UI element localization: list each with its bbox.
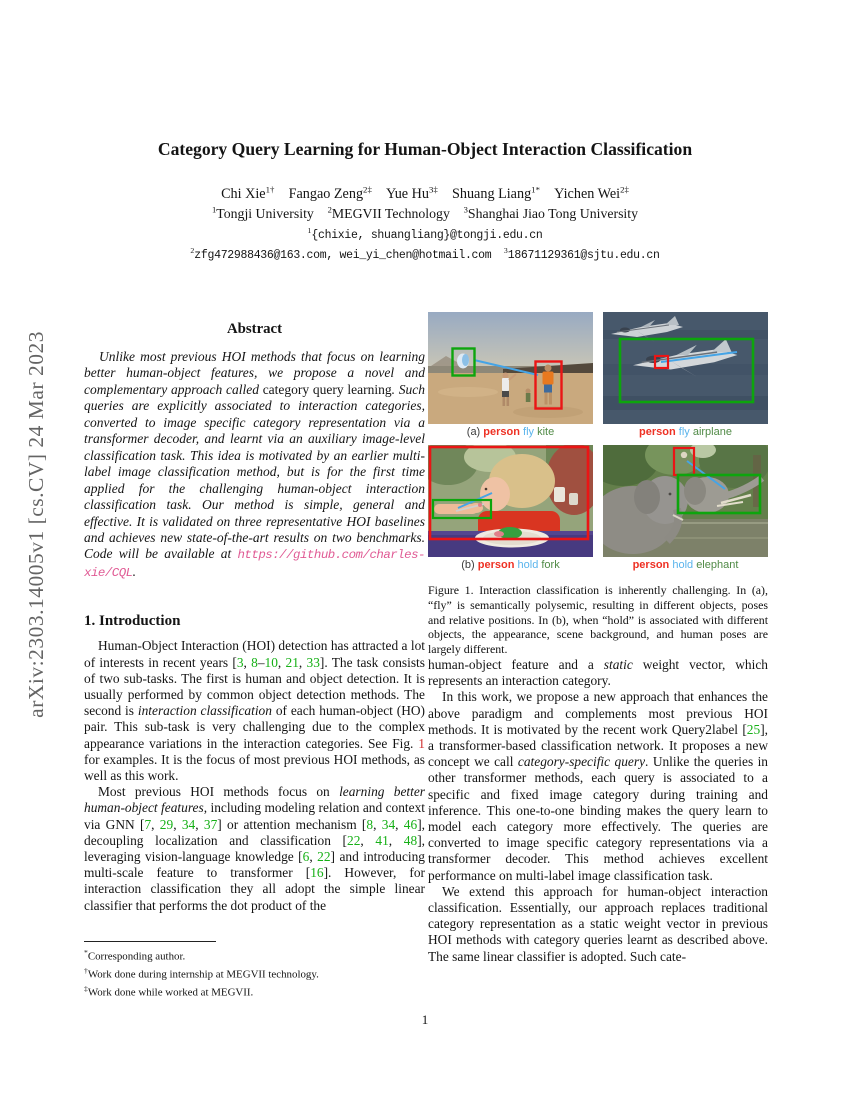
abstract-body-segments: Unlike most previous HOI methods that focus on learning better human-object features, we propose a novel and complementary approach called category query learning. Such queries are explicitly associated to interaction categories, converted to image specific category representation via a transformer decoder, and learnt via an auxiliary image-level classification task. This idea is motivated by an earlier multi-label image classification method, but is for the first time applied for the challenging human-object interaction classification task. Our method is simple, general and effective. It is validated on three representative HOI baselines and achieves new state-of-the-art results on two benchmarks. Code will be available at [84,349,425,562]
citation-link[interactable]: 8 [251,654,258,670]
footnote-internship: †Work done during internship at MEGVII technology. [84,966,319,981]
citation-link[interactable]: 41 [375,832,389,848]
citation-link[interactable]: 8 [366,816,374,832]
citation-link[interactable]: 21 [285,654,299,670]
panel-caption: (b) person hold fork [461,559,560,571]
abstract-heading: Abstract [226,321,283,337]
footnote-corresponding-author: *Corresponding author. [84,948,186,963]
citation-link[interactable]: 3 [236,654,244,670]
panel-caption: person hold elephant [632,559,739,571]
citation-link[interactable]: 48 [403,832,418,848]
figure-panel-elephant [603,445,768,574]
emails-line-2: $^2$zfg472988436@163.com, wei_yi_chen@hotmail.com $^3$18671129361@sjtu.edu.cn [190,245,660,262]
intro-paragraph-2: Most previous HOI methods focus on learning better human-object features, including modeling relation and context via GNN [7, 29, 34, 37] or attention mechanism [8, 34, 46], decoupling localization and classification [22, 41, 48], leveraging vision-language knowledge [6, 22] and introducing multi-scale feature to transformer [16]. However, for interaction classification they all adopt the simple linear classifier that performs the dot product of the [84,784,425,913]
figure-1-caption: Figure 1. Interaction classification is inherently challenging. In (a), “fly” is semantically polysemic, resulting in different objects, poses and relative positions. In (b), when “hold” is associated with different objects, the appearance, scene background, and human poses are largely different. [428,583,768,657]
paper-header [0,139,850,262]
figure-panel-airplane [603,312,768,441]
affiliation-list: $^1$Tongji University $^2$MEGVII Technology $^3$Shanghai Jiao Tong University [212,204,638,221]
abstract-text [84,349,425,581]
elephant-photo [603,445,768,557]
left-column [84,321,425,914]
footnote-megvii: ‡Work done while worked at MEGVII. [84,984,254,999]
right-paragraph-1: human-object feature and a static weight vector, which represents an interaction category. [428,656,768,689]
right-paragraph-2: In this work, we propose a new approach that enhances the above paradigm and complements most previous HOI methods. It is motivated by the recent work Query2label [25], a transformer-based classification network. It proposes a new concept we call category-specific query. Unlike the queries in other transformer methods, each query is associated to a specific and fixed image category during training and inference. This one-to-one binding makes the query learn to model each category more effectively. The queries are converted to image specific category representations via a transformer decoder. This method achieves excellent performance on multi-label image classification task. [428,689,769,883]
page-number: 1 [421,1012,429,1027]
citation-link[interactable]: 6 [302,848,310,864]
author-list: Chi Xie$^{1\dagger}$ Fangao Zeng$^{2\ddagger}$ Yue $Hu^{3\ddagger}$ Shuang Liang$^{1*}$ Yichen Wei$^{2\ddagger}$ [221,184,629,202]
jets-photo [603,312,768,424]
citation-link[interactable]: 22 [317,848,331,864]
footnotes [84,941,425,1000]
abstract-trailing-period: . [132,563,136,579]
code-repository-link[interactable]: https://github.com/charles-xie/CQL [84,548,425,580]
arxiv-watermark [12,248,60,800]
figure-panel-b-fork [428,445,593,574]
section-1-heading: 1. Introduction [84,613,181,630]
footnote-rule [84,941,216,942]
citation-link[interactable]: 34 [381,816,396,832]
intro-paragraph-1: Human-Object Interaction (HOI) detection has attracted a lot of interests in recent years [3, 8–10, 21, 33]. The task consists of two sub-tasks. The first is human and object detection. It is usually performed by common object detection methods. The second is interaction classification of each human-object (HO) pair. This sub-task is very challenging due to the complex appearance variations in the interaction categories. See Fig. 1 for examples. It is the focus of most previous HOI methods, as well as this work. [84,638,426,783]
citation-link[interactable]: 22 [347,832,361,848]
citation-link[interactable]: 34 [181,816,196,832]
figure-panel-a-kite [428,312,593,441]
right-paragraph-3: We extend this approach for human-object interaction classification. Essentially, our approach replaces traditional category representation as a static weight vector in previous HOI methods with category queries learnt as described above. The same linear classifier is adopted. Such cate- [428,883,768,964]
child-fork-photo [428,445,593,557]
figure-ref-link[interactable]: 1 [418,735,425,751]
paper-title: Category Query Learning for Human-Object Interaction Classification [157,139,693,159]
panel-caption: (a) person fly kite [466,426,555,438]
citation-link[interactable]: 33 [306,654,320,670]
citation-link[interactable]: 16 [310,865,324,881]
right-column [428,312,768,965]
citation-link[interactable]: 10 [264,654,278,670]
citation-link[interactable]: 7 [144,816,152,832]
child-figure [526,389,531,403]
citation-link[interactable]: 37 [203,816,218,832]
figure-1-grid [428,312,768,574]
emails-line-1: $^1${chixie, shuangliang}@tongji.edu.cn [307,225,543,242]
citation-link[interactable]: 29 [159,816,174,832]
citation-link[interactable]: 46 [403,816,418,832]
arxiv-watermark-text: arXiv:2303.14005v1 [cs.CV] 24 Mar 2023 [23,330,48,718]
beach-kite-photo [428,312,593,424]
panel-caption: person fly airplane [639,426,732,438]
citation-link[interactable]: 25 [746,721,761,737]
